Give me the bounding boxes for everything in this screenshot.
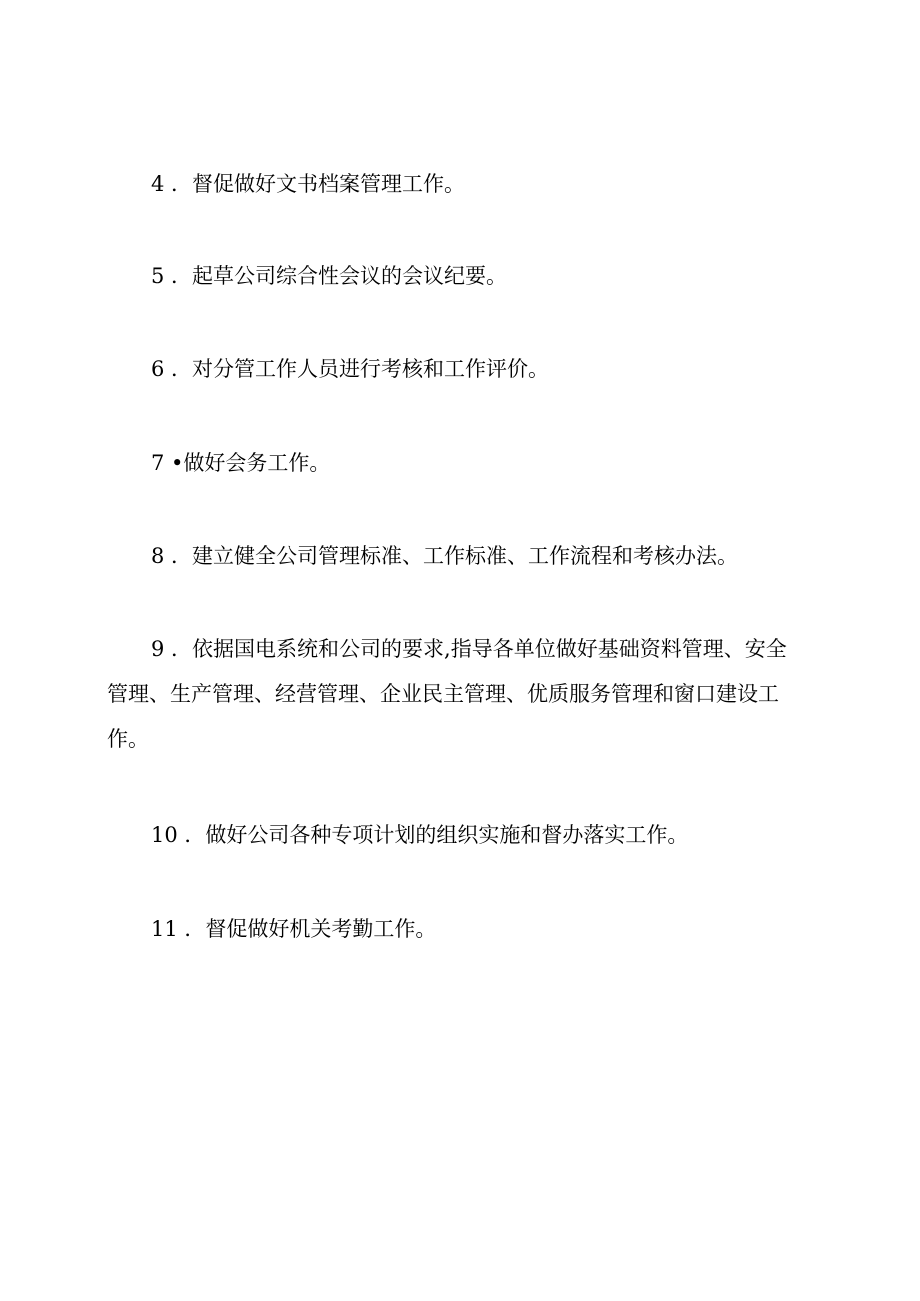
list-item: 9 ．依据国电系统和公司的要求,指导各单位做好基础资料管理、安全管理、生产管理、经营管理、企业民主管理、优质服务管理和窗口建设工作。 xyxy=(107,637,787,751)
list-item: 6 ．对分管工作人员进行考核和工作评价。 xyxy=(151,357,550,381)
list-item: 7 •做好会务工作。 xyxy=(151,451,331,475)
list-item: 4 ．督促做好文书档案管理工作。 xyxy=(151,172,466,196)
list-item: 10 ．做好公司各种专项计划的组织实施和督办落实工作。 xyxy=(151,823,689,847)
list-item: 5 ．起草公司综合性会议的会议纪要。 xyxy=(151,264,508,288)
list-item: 8 ．建立健全公司管理标准、工作标准、工作流程和考核办法。 xyxy=(151,544,739,568)
list-item: 11 ．督促做好机关考勤工作。 xyxy=(151,917,437,941)
